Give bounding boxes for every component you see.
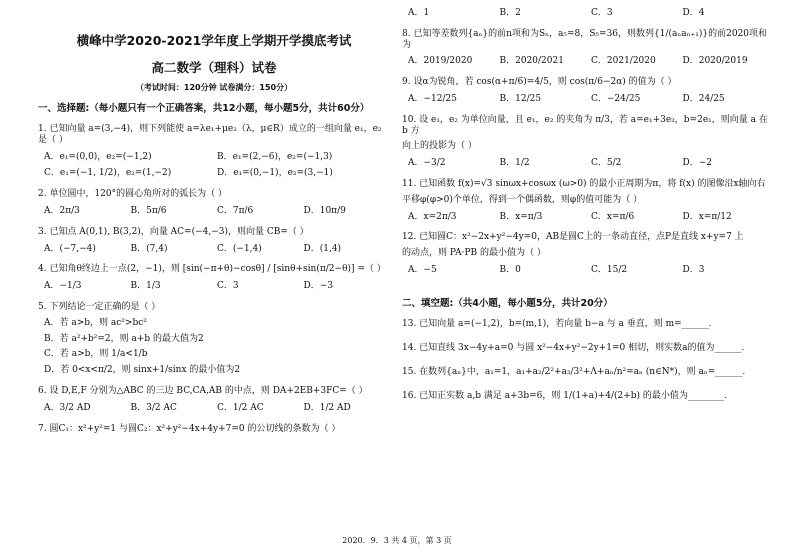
question-8-options (402, 56, 774, 67)
question-12-continued: 的动点，则 PA·PB 的最小值为（ ） (402, 248, 546, 259)
option: C．2021/2020 (591, 56, 656, 67)
question-11: 11. 已知函数 f(x)=√3 sinωx+cosωx (ω>0) 的最小正周期为π，将 f(x) 的图像沿x轴向右 (402, 178, 766, 189)
option: D．−2 (682, 158, 712, 169)
option: B．3/2 AC (130, 402, 177, 413)
option: B．(7,4) (130, 243, 168, 254)
option: C．15/2 (591, 264, 628, 275)
question-10: 10. 设 e₁，e₂ 为单位向量，且 e₁，e₂ 的夹角为 π/3，若 a=e₁+3e₂，b=2e₁，则向量 a 在 b 方 (402, 114, 768, 136)
exam-subtitle: 高二数学（理科）试卷 (151, 60, 277, 75)
option: B．5π/6 (130, 205, 167, 216)
question-11-options (402, 212, 774, 223)
option: D．e₁=(0,−1)，e₂=(3,−1) (217, 168, 333, 179)
question-3: 3. 已知点 A(0,1), B(3,2)，向量 AC=(−4,−3)，则向量 CB=（ ） (38, 226, 309, 237)
option: D．−3 (303, 281, 333, 292)
option: D．(1,4) (303, 243, 342, 254)
option: A．(−7,−4) (44, 243, 96, 254)
option: A．x=2π/3 (408, 211, 457, 222)
question-4-options (38, 281, 390, 292)
question-16: 16. 已知正实数 a,b 满足 a+3b=6，则 1/(1+a)+4/(2+b) 的最小值为________. (402, 390, 727, 401)
section-choice-heading: 一、选择题:（每小题只有一个正确答案，共12小题，每小题5分，共计60分） (38, 102, 370, 114)
question-2: 2. 单位圆中，120°的圆心角所对的弧长为（ ） (38, 189, 227, 200)
question-12-options (402, 265, 774, 276)
question-5-option-b: B．若 a²+b²=2，则 a+b 的最大值为2 (44, 333, 204, 344)
option: D．24/25 (682, 93, 725, 104)
option: A．1 (408, 8, 430, 18)
option: B．0 (499, 264, 521, 275)
option: A．−3/2 (408, 158, 446, 169)
question-5-option-d: D．若 0<x<π/2，则 sinx+1/sinx 的最小值为2 (44, 365, 241, 376)
section-fill-heading: 二、填空题:（共4小题，每小题5分，共计20分） (402, 297, 613, 309)
question-12: 12. 已知圆C：x²−2x+y²−4y=0，AB是圆C上的一条动直径，点P是直线 x+y=7 上 (402, 232, 744, 243)
right-column (402, 0, 774, 401)
option: A．2019/2020 (408, 56, 473, 67)
question-1-options (38, 152, 390, 163)
question-11-continued: 平移φ(φ>0)个单位，得到一个偶函数，则φ的值可能为（ ） (402, 194, 643, 205)
question-6-options (38, 403, 390, 414)
question-13: 13. 已知向量 a=(−1,2)，b=(m,1)，若向量 b−a 与 a 垂直，则 m=______. (402, 319, 712, 330)
question-14: 14. 已知直线 3x−4y+a=0 与圆 x²−4x+y²−2y+1=0 相切，则实数a的值为______. (402, 342, 745, 353)
option: C．5/2 (591, 158, 622, 169)
option: D．10π/9 (303, 205, 346, 216)
option: B．x=π/3 (499, 211, 543, 222)
question-7-options (402, 8, 774, 19)
question-3-options (38, 244, 390, 255)
question-5-option-c: C．若 a>b，则 1/a<1/b (44, 349, 148, 360)
option: A．−5 (408, 264, 437, 275)
option: D．3 (682, 264, 705, 275)
option: D．2020/2019 (682, 56, 748, 67)
option: C．−24/25 (591, 93, 641, 104)
question-5: 5. 下列结论一定正确的是（ ） (38, 301, 161, 312)
left-column (38, 0, 390, 434)
question-2-options (38, 206, 390, 217)
option: A．−12/25 (408, 93, 457, 104)
option: D．x=π/12 (682, 211, 732, 222)
option: C．3 (591, 8, 613, 18)
option: A．2π/3 (44, 205, 80, 216)
question-8: 8. 已知等差数列{aₙ}的前n项和为Sₙ，a₅=8，S₅=36，则数列{1/(aₙaₙ₊₁)}的前2020项和为 (402, 28, 768, 50)
question-6: 6. 设 D,E,F 分别为△ABC 的三边 BC,CA,AB 的中点，则 DA+2EB+3FC=（ ） (38, 385, 368, 396)
question-9: 9. 设α为锐角，若 cos(α+π/6)=4/5，则 cos(π/6−2α) 的值为（ ） (402, 77, 677, 88)
question-10-options (402, 158, 774, 169)
question-1: 1. 已知向量 a=(3,−4)，则下列能使 a=λe₁+μe₂（λ，μ∈R）成立的一组向量 e₁，e₂ 是（ ） (38, 123, 382, 145)
option: B．e₁=(2,−6)，e₂=(−1,3) (217, 151, 333, 162)
option: C．1/2 AC (217, 402, 264, 413)
option: C．3 (217, 281, 239, 292)
question-10-continued: 向上的投影为（ ） (402, 141, 477, 152)
option: D．4 (682, 8, 705, 18)
option: A．3/2 AD (44, 402, 91, 413)
question-15: 15. 在数列{aₙ}中，a₁=1，a₁+a₂/2²+a₃/3²+Λ+aₙ/n²=aₙ (n∈N*)，则 aₙ=______. (402, 366, 746, 377)
question-5-option-a: A．若 a>b，则 ac²>bc² (44, 317, 147, 328)
option: A．e₁=(0,0)，e₂=(−1,2) (44, 151, 152, 162)
option: C．x=π/6 (591, 211, 635, 222)
question-9-options (402, 94, 774, 105)
option: B．1/3 (130, 281, 161, 292)
option: D．1/2 AD (303, 402, 351, 413)
option: A．−1/3 (44, 281, 82, 292)
question-4: 4. 已知角θ终边上一点(2，−1)，则 [sin(−π+θ)−cosθ] / [sinθ+sin(π/2−θ)] =（ ） (38, 264, 386, 275)
option: C．7π/6 (217, 205, 254, 216)
option: C．(−1,4) (217, 243, 262, 254)
question-7: 7. 圆C₁：x²+y²=1 与圆C₂：x²+y²−4x+4y+7=0 的公切线的条数为（ ） (38, 423, 341, 434)
option: B．2 (499, 8, 521, 18)
exam-title: 横峰中学2020-2021学年度上学期开学摸底考试 (76, 33, 352, 48)
option: B．12/25 (499, 93, 542, 104)
option: B．2020/2021 (499, 56, 564, 67)
exam-info: （考试时间：120分钟 试卷满分：150分） (135, 83, 293, 92)
option: C．e₁=(−1, 1/2)，e₂=(1,−2) (44, 168, 172, 179)
page-footer: 2020．9．3 共 4 页，第 3 页 (342, 536, 452, 545)
question-1-options-2 (38, 168, 390, 179)
option: B．1/2 (499, 158, 530, 169)
